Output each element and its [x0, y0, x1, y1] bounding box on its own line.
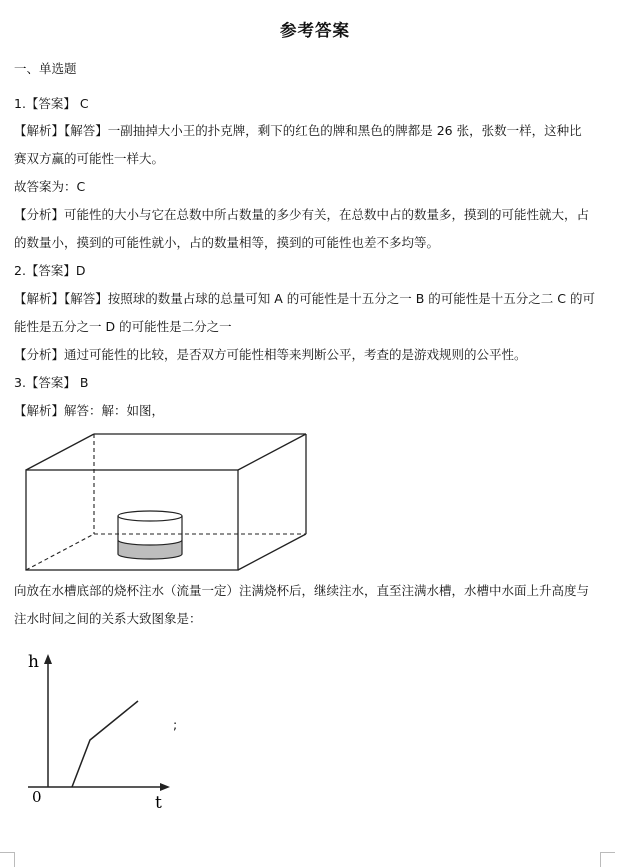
q1-answer: 1.【答案】 C — [14, 96, 89, 111]
tank-beaker-figure — [22, 430, 312, 575]
origin-label: 0 — [32, 788, 42, 806]
q2-answer: 2.【答案】D — [14, 263, 86, 278]
crop-mark-bottom-right — [600, 852, 615, 867]
y-axis-arrow — [44, 654, 52, 664]
y-axis-label: h — [28, 652, 39, 672]
height-curve — [72, 701, 138, 787]
after-graph-semicolon: ; — [173, 717, 178, 732]
q1-analysis-line2: 赛双方赢的可能性一样大。 — [14, 151, 165, 166]
q1-analysis-line1: 【解析】【解答】一副抽掉大小王的扑克牌，剩下的红色的牌和黑色的牌都是 26 张，张数一样，这种比 — [14, 123, 582, 138]
beaker — [118, 511, 182, 559]
q3-text-line2: 注水时间之间的关系大致图象是： — [14, 611, 202, 626]
q1-conclusion: 故答案为：C — [14, 179, 86, 194]
q2-analysis-line2: 能性是五分之一 D 的可能性是二分之一 — [14, 319, 232, 334]
section-heading: 一、单选题 — [14, 61, 77, 76]
q1-note-line2: 的数量小，摸到的可能性就小，占的数量相等，摸到的可能性也差不多均等。 — [14, 235, 440, 250]
q2-note-line1: 【分析】通过可能性的比较，是否双方可能性相等来判断公平，考查的是游戏规则的公平性。 — [14, 347, 527, 362]
water-height-graph — [22, 645, 182, 815]
q1-note-line1: 【分析】可能性的大小与它在总数中所占数量的多少有关，在总数中占的数量多，摸到的可能性就大，占 — [14, 207, 590, 222]
page-title: 参考答案 — [280, 21, 350, 40]
q2-analysis-line1: 【解析】【解答】按照球的数量占球的总量可知 A 的可能性是十五分之一 B 的可能性是十五分之二 C 的可 — [14, 291, 595, 306]
q3-answer: 3.【答案】 B — [14, 375, 89, 390]
x-axis-label: t — [155, 793, 162, 813]
x-axis-arrow — [160, 783, 170, 791]
crop-mark-bottom-left — [0, 852, 15, 867]
q3-analysis-intro: 【解析】解答：解：如图， — [14, 403, 165, 418]
q3-text-line1: 向放在水槽底部的烧杯注水（流量一定）注满烧杯后，继续注水，直至注满水槽，水槽中水面上升高度与 — [14, 583, 590, 598]
